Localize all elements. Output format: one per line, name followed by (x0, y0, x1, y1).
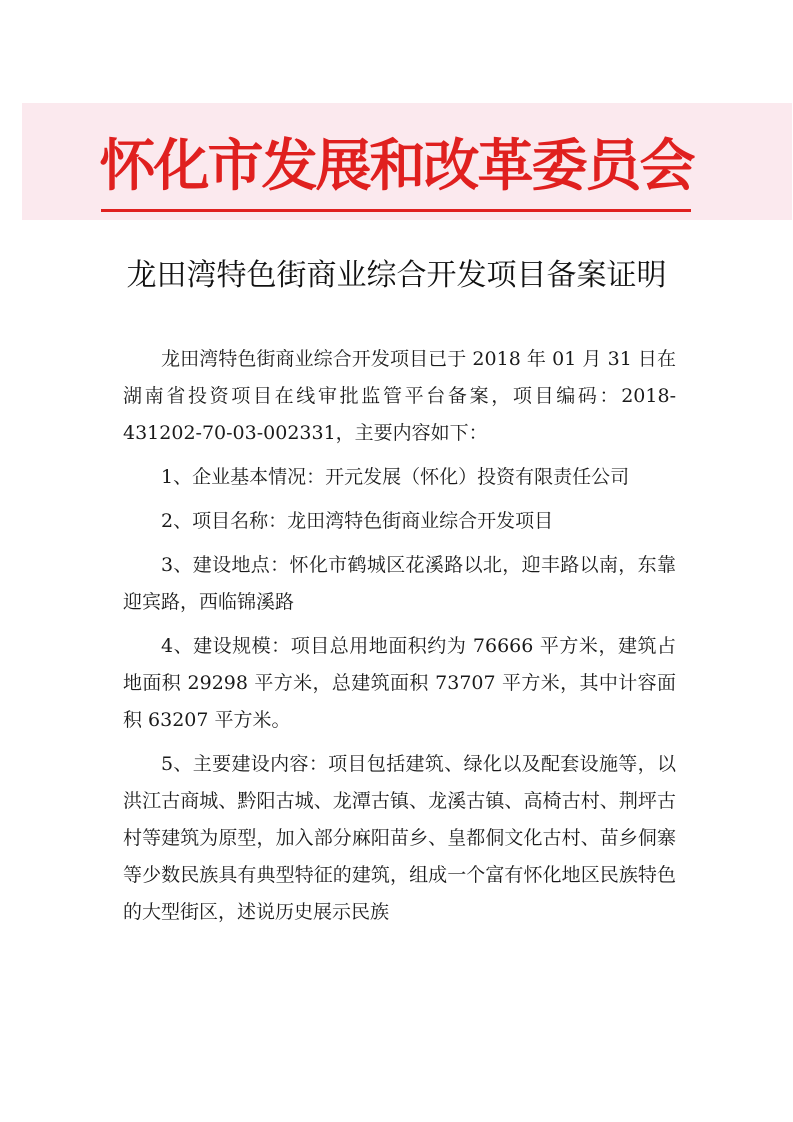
paragraph-item-5: 5、主要建设内容：项目包括建筑、绿化以及配套设施等，以洪江古商城、黔阳古城、龙潭古镇、龙溪古镇、高椅古村、荆坪古村等建筑为原型，加入部分麻阳苗乡、皇都侗文化古村、苗乡侗寨等少数民族具有典型特征的建筑，组成一个富有怀化地区民族特色的大型街区，述说历史展示民族 (123, 753, 676, 923)
paragraph-item-1: 1、企业基本情况：开元发展（怀化）投资有限责任公司 (161, 466, 630, 488)
letterhead-red-rule (101, 209, 691, 212)
document-body (123, 341, 676, 931)
paragraph-item-3: 3、建设地点：怀化市鹤城区花溪路以北，迎丰路以南，东靠迎宾路，西临锦溪路 (123, 554, 676, 613)
document-title: 龙田湾特色街商业综合开发项目备案证明 (126, 258, 667, 293)
paragraph-item-4: 4、建设规模：项目总用地面积约为 76666 平方米，建筑占地面积 29298 平方米，总建筑面积 73707 平方米，其中计容面积 63207 平方米。 (123, 635, 676, 731)
letterhead-org-name: 怀化市发展和改革委员会 (99, 133, 694, 199)
paragraph-intro: 龙田湾特色街商业综合开发项目已于 2018 年 01 月 31 日在湖南省投资项目在线审批监管平台备案，项目编码：2018-431202-70-03-002331，主要内容如下： (123, 348, 676, 444)
paragraph-item-2: 2、项目名称：龙田湾特色街商业综合开发项目 (161, 510, 554, 532)
